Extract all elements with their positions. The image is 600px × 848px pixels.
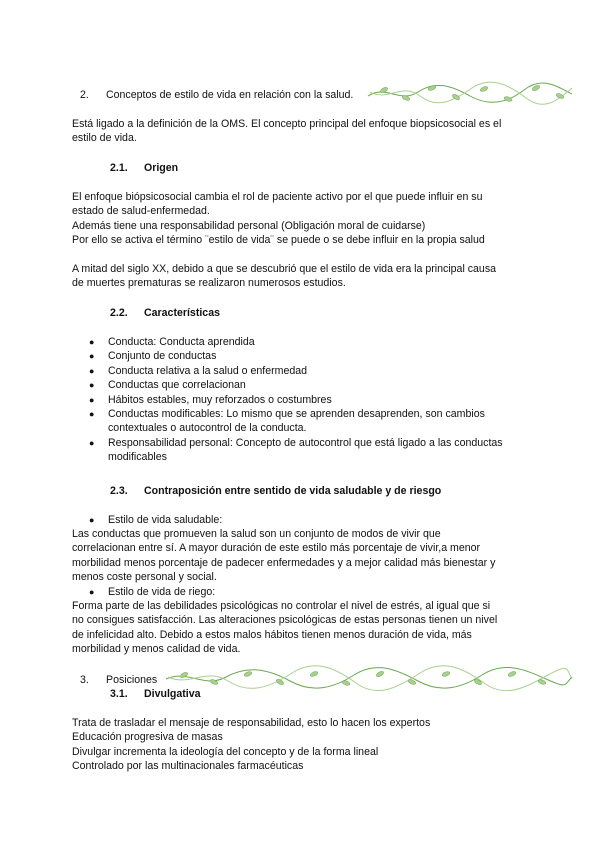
text-line: Educación progresiva de masas <box>72 731 223 744</box>
origen-paragraph-1 <box>0 190 600 248</box>
subsection-2-3-heading <box>0 484 600 498</box>
text-line: Conducta: Conducta aprendida <box>108 336 255 348</box>
text-line: Responsabilidad personal: Concepto de autocontrol que está ligado a las conductas <box>108 436 503 449</box>
bullet-icon: ● <box>89 394 95 405</box>
text-line: menos coste personal y social. <box>72 571 217 584</box>
list-item <box>0 349 600 363</box>
bullet-icon: ● <box>89 437 95 448</box>
subsection-3-1-heading <box>0 687 600 701</box>
section-title: Conceptos de estilo de vida en relación con la salud. <box>106 89 354 101</box>
text-line: estilo de vida. <box>72 132 137 145</box>
bullet-icon: ● <box>89 515 95 525</box>
intro-paragraph <box>0 117 600 146</box>
bullet-icon: ● <box>89 380 95 391</box>
subsection-title: Características <box>144 307 220 319</box>
text-line: modificables <box>108 451 167 464</box>
list-item <box>0 513 600 527</box>
origen-paragraph-2 <box>0 262 600 291</box>
text-line: A mitad del siglo XX, debido a que se descubrió que el estilo de vida era la principal causa <box>72 263 497 275</box>
divulgativa-paragraph <box>0 716 600 774</box>
riesgo-paragraph <box>0 599 600 657</box>
section-title: Posiciones <box>106 674 158 686</box>
subsection-title: Contraposición entre sentido de vida saludable y de riesgo <box>144 485 442 497</box>
subsection-2-1-heading <box>0 161 600 175</box>
subsection-2-2-heading <box>0 306 600 320</box>
subsection-number: 2.1. <box>110 162 128 174</box>
list-item <box>0 364 600 378</box>
text-line: contextuales o autocontrol de la conducta. <box>108 422 307 435</box>
section-number: 2. <box>80 89 89 101</box>
text-line: morbilidad y menos calidad de vida. <box>72 643 241 656</box>
bullet-icon: ● <box>89 365 95 376</box>
bullet-icon: ● <box>89 409 95 420</box>
subsection-number: 2.2. <box>110 307 128 319</box>
section-number: 3. <box>80 674 89 686</box>
text-line: Conductas modificables: Lo mismo que se aprenden desaprenden, son cambios <box>108 408 485 421</box>
subsection-number: 2.3. <box>110 485 128 497</box>
text-line: Las conductas que promueven la salud son un conjunto de modos de vivir que <box>72 528 441 540</box>
text-line: El enfoque biópsicosocial cambia el rol de paciente activo por el que puede influir en su <box>72 191 483 203</box>
subsection-title: Origen <box>144 162 179 174</box>
text-line: Trata de trasladar el mensaje de responsabilidad, esto lo hacen los expertos <box>72 717 431 729</box>
saludable-bullet <box>0 513 600 527</box>
subsection-number: 3.1. <box>110 688 128 700</box>
text-line: correlacionan entre sí. A mayor duración de este estilo más porcentaje de vivir,a menor <box>72 542 481 555</box>
text-line: Está ligado a la definición de la OMS. El concepto principal del enfoque biopsicosocial es el <box>72 118 502 130</box>
text-line: Estilo de vida de riego: <box>108 586 216 598</box>
bullet-icon: ● <box>89 337 95 347</box>
list-item <box>0 335 600 349</box>
subsection-title: Divulgativa <box>144 688 201 700</box>
text-line: Conjunto de conductas <box>108 350 217 363</box>
text-line: Hábitos estables, muy reforzados o costumbres <box>108 393 332 406</box>
text-line: Estilo de vida saludable: <box>108 514 223 526</box>
text-line: Conducta relativa a la salud o enfermedad <box>108 364 308 377</box>
text-line: morbilidad menos porcentaje de padecer enfermedades y a mejor calidad más bienestar y <box>72 556 496 569</box>
text-line: Conductas que correlacionan <box>108 379 246 392</box>
text-line: no consigues satisfacción. Las alteraciones psicológicas de estas personas tienen un nivel <box>72 614 498 627</box>
text-line: de infelicidad alto. Debido a estos malos hábitos tienen menos duración de vida, más <box>72 628 472 641</box>
bullet-icon: ● <box>89 351 95 362</box>
text-line: Forma parte de las debilidades psicológicas no controlar el nivel de estrés, al igual que si <box>72 600 491 612</box>
bullet-icon: ● <box>89 587 95 597</box>
list-item <box>0 393 600 407</box>
vine-ornament-icon <box>366 80 574 106</box>
text-line: estado de salud-enfermedad. <box>72 205 210 218</box>
riesgo-bullet <box>0 585 600 599</box>
list-item <box>0 585 600 599</box>
text-line: Divulgar incrementa la ideología del concepto y de la forma lineal <box>72 745 379 758</box>
list-item <box>0 436 600 465</box>
text-line: Por ello se activa el término ¨estilo de vida¨ se puede o se debe influir en la propia salud <box>72 234 485 247</box>
caracteristicas-list <box>0 335 600 465</box>
text-line: Controlado por las multinacionales farmacéuticas <box>72 760 304 773</box>
text-line: Además tiene una responsabilidad personal (Obligación moral de cuidarse) <box>72 219 426 232</box>
saludable-paragraph <box>0 527 600 585</box>
text-line: de muertes prematuras se realizaron numerosos estudios. <box>72 277 346 290</box>
list-item <box>0 407 600 436</box>
list-item <box>0 378 600 392</box>
